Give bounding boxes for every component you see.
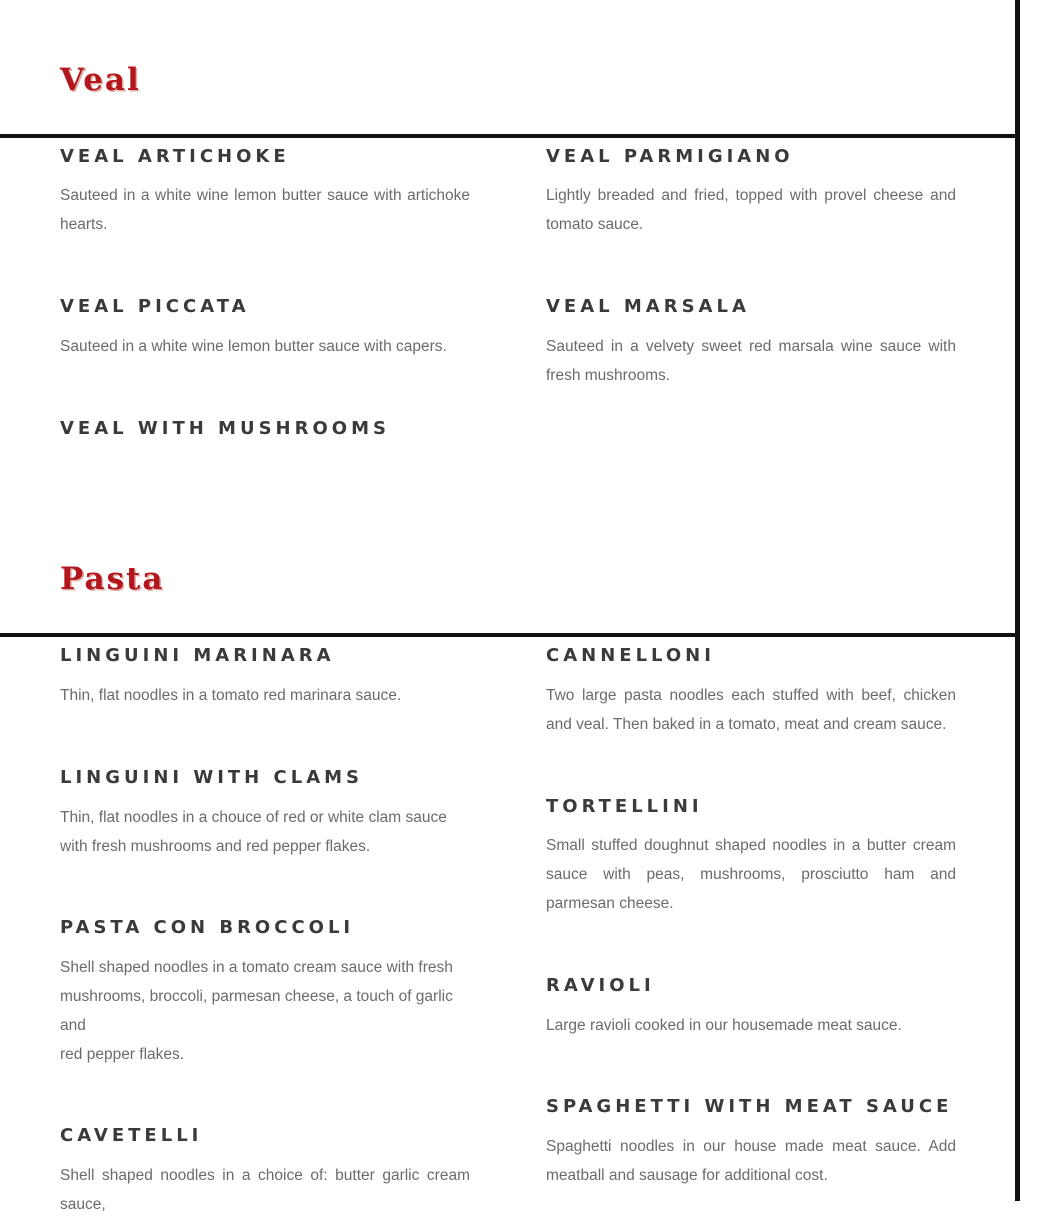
menu-item-desc-tortellini: Small stuffed doughnut shaped noodles in a butter cream sauce with peas, mushrooms, prosciutto ham and parmesan cheese. bbox=[546, 837, 956, 912]
menu-item-desc-cannelloni: Two large pasta noodles each stuffed with beef, chicken and veal. Then baked in a tomato, meat and cream sauce. bbox=[546, 687, 956, 733]
menu-item-desc-cavetelli: Shell shaped noodles in a choice of: butter garlic cream sauce, bbox=[60, 1167, 470, 1213]
menu-item-desc-linguini-with-clams: Thin, flat noodles in a chouce of red or white clam sauce with fresh mushrooms and red pepper flakes. bbox=[60, 809, 447, 855]
section-divider-veal bbox=[0, 134, 1017, 138]
menu-item-name-veal-artichoke: VEAL ARTICHOKE bbox=[60, 146, 290, 167]
menu-item-name-veal-parmigiano: VEAL PARMIGIANO bbox=[546, 146, 794, 167]
menu-item-desc-ravioli: Large ravioli cooked in our housemade meat sauce. bbox=[546, 1017, 902, 1034]
menu-item-name-tortellini: TORTELLINI bbox=[546, 796, 703, 817]
menu-item-desc-veal-artichoke: Sauteed in a white wine lemon butter sauce with artichoke hearts. bbox=[60, 187, 470, 233]
menu-item-desc-veal-parmigiano: Lightly breaded and fried, topped with provel cheese and tomato sauce. bbox=[546, 187, 956, 233]
menu-item-name-cavetelli: CAVETELLI bbox=[60, 1125, 203, 1146]
menu-item-name-veal-with-mushrooms: VEAL WITH MUSHROOMS bbox=[60, 418, 390, 439]
section-title-veal: Veal bbox=[60, 62, 141, 98]
menu-item-desc-spaghetti-with-meat-sauce: Spaghetti noodles in our house made meat sauce. Add meatball and sausage for additional cost. bbox=[546, 1138, 956, 1184]
menu-item-name-linguini-marinara: LINGUINI MARINARA bbox=[60, 645, 335, 666]
page-right-border bbox=[1015, 0, 1020, 1201]
menu-item-desc-linguini-marinara: Thin, flat noodles in a tomato red marinara sauce. bbox=[60, 687, 402, 704]
section-title-pasta: Pasta bbox=[60, 561, 165, 597]
menu-item-name-linguini-with-clams: LINGUINI WITH CLAMS bbox=[60, 767, 363, 788]
menu-item-desc-pasta-con-broccoli: Shell shaped noodles in a tomato cream sauce with fresh mushrooms, broccoli, parmesan cheese, a touch of garlic and red pepper flakes. bbox=[60, 959, 453, 1063]
menu-item-desc-veal-marsala: Sauteed in a velvety sweet red marsala wine sauce with fresh mushrooms. bbox=[546, 338, 956, 384]
menu-item-desc-veal-piccata: Sauteed in a white wine lemon butter sauce with capers. bbox=[60, 338, 447, 355]
menu-item-name-veal-marsala: VEAL MARSALA bbox=[546, 296, 750, 317]
section-divider-pasta bbox=[0, 633, 1017, 637]
menu-item-name-pasta-con-broccoli: PASTA CON BROCCOLI bbox=[60, 917, 355, 938]
menu-item-name-ravioli: RAVIOLI bbox=[546, 975, 655, 996]
menu-item-name-veal-piccata: VEAL PICCATA bbox=[60, 296, 250, 317]
menu-item-name-cannelloni: CANNELLONI bbox=[546, 645, 715, 666]
menu-item-name-spaghetti-with-meat-sauce: SPAGHETTI WITH MEAT SAUCE bbox=[546, 1096, 953, 1117]
